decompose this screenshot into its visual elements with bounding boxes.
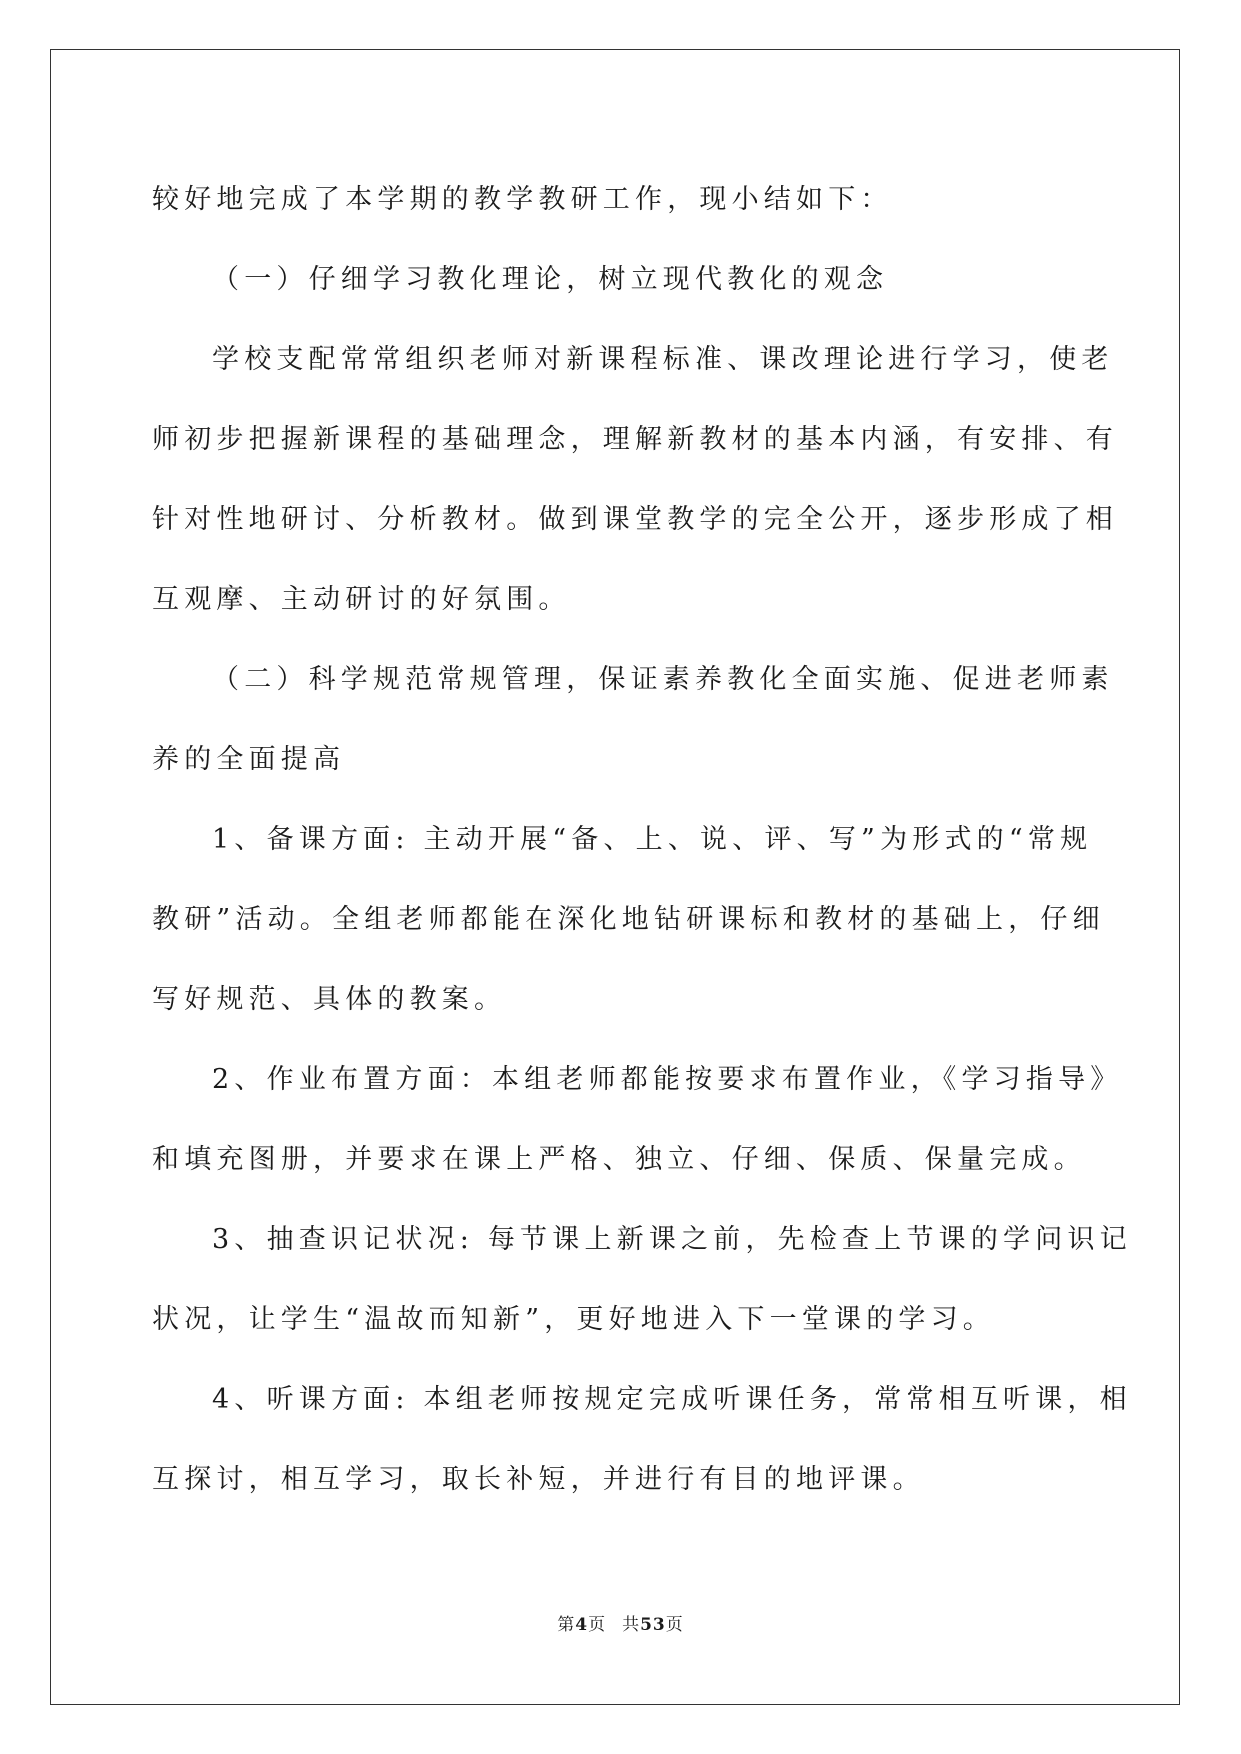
text-line: 互观摩、主动研讨的好氛围。 — [152, 584, 571, 615]
text-line: 2、作业布置方面：本组老师都能按要求布置作业，《学习指导》 — [212, 1064, 1123, 1095]
text-line: 养的全面提高 — [152, 744, 346, 775]
text-line: 和填充图册，并要求在课上严格、独立、仔细、保质、保量完成。 — [152, 1144, 1086, 1175]
text-line: 写好规范、具体的教案。 — [152, 984, 507, 1015]
page-label-suffix: 页 — [588, 1615, 607, 1635]
document-body — [152, 160, 1132, 1520]
text-line: 教研”活动。全组老师都能在深化地钻研课标和教材的基础上，仔细 — [152, 904, 1105, 935]
text-line: （二）科学规范常规管理，保证素养教化全面实施、促进老师素 — [212, 664, 1114, 695]
current-page-number: 4 — [575, 1615, 589, 1635]
page-footer — [0, 1610, 1241, 1635]
total-label-suffix: 页 — [665, 1615, 684, 1635]
text-line: 学校支配常常组织老师对新课程标准、课改理论进行学习，使老 — [212, 344, 1114, 375]
text-line: 4、听课方面: 本组老师按规定完成听课任务，常常相互听课，相 — [212, 1384, 1132, 1415]
text-line: 针对性地研讨、分析教材。做到课堂教学的完全公开，逐步形成了相 — [152, 504, 1118, 535]
text-line: 1、备课方面: 主动开展“备、上、说、评、写”为形式的“常规 — [212, 824, 1093, 855]
text-line: 3、抽查识记状况: 每节课上新课之前，先检查上节课的学问识记 — [212, 1224, 1132, 1255]
text-line: 状况，让学生“温故而知新”，更好地进入下一堂课的学习。 — [152, 1304, 996, 1335]
total-page-number: 53 — [640, 1615, 666, 1635]
text-line: 师初步把握新课程的基础理念，理解新教材的基本内涵，有安排、有 — [152, 424, 1118, 455]
text-line: 互探讨，相互学习，取长补短，并进行有目的地评课。 — [152, 1464, 925, 1495]
page-label-prefix: 第 — [557, 1615, 576, 1635]
text-line: 较好地完成了本学期的教学教研工作，现小结如下： — [152, 184, 893, 215]
total-label-prefix: 共 — [622, 1615, 641, 1635]
text-line: （一）仔细学习教化理论，树立现代教化的观念 — [212, 264, 889, 295]
